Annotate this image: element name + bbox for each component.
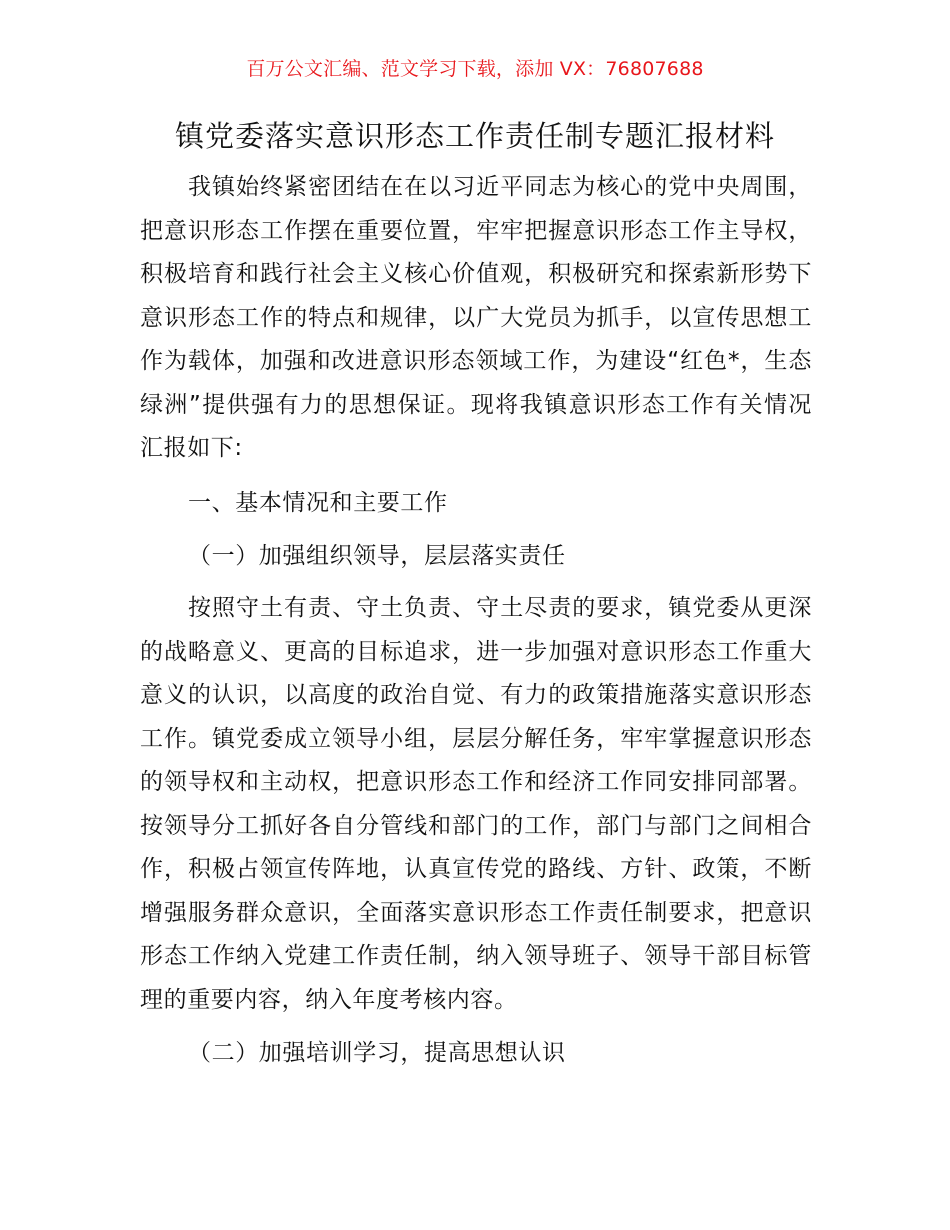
subsection-heading-organization: （一）加强组织领导，层层落实责任 [188,543,566,569]
intro-paragraph: 我镇始终紧密团结在在以习近平同志为核心的党中央周围，把意识形态工作摆在重要位置，牢牢把握意识形态工作主导权，积极培育和践行社会主义核心价值观，积极研究和探索新形势下意识形态工作的特点和规律，以广大党员为抓手，以宣传思想工作为载体，加强和改进意识形态领域工作，为建设“红色*，生态绿洲”提供强有力的思想保证。现将我镇意识形态工作有关情况汇报如下: [140,174,812,461]
section-heading-basic-situation: 一、基本情况和主要工作 [188,490,448,516]
subsection-heading-training: （二）加强培训学习，提高思想认识 [188,1040,566,1066]
organization-paragraph: 按照守土有责、守土负责、守土尽责的要求，镇党委从更深的战略意义、更高的目标追求，进一步加强对意识形态工作重大意义的认识，以高度的政治自觉、有力的政策措施落实意识形态工作。镇党委成立领导小组，层层分解任务，牢牢掌握意识形态的领导权和主动权，把意识形态工作和经济工作同安排同部署。按领导分工抓好各自分管线和部门的工作，部门与部门之间相合作，积极占领宣传阵地，认真宣传党的路线、方针、政策，不断增强服务群众意识，全面落实意识形态工作责任制要求，把意识形态工作纳入党建工作责任制，纳入领导班子、领导干部目标管理的重要内容，纳入年度考核内容。 [140,595,812,1013]
document-title: 镇党委落实意识形态工作责任制专题汇报材料 [174,119,775,153]
promo-banner: 百万公文汇编、范文学习下载，添加 VX：76807688 [246,58,704,80]
